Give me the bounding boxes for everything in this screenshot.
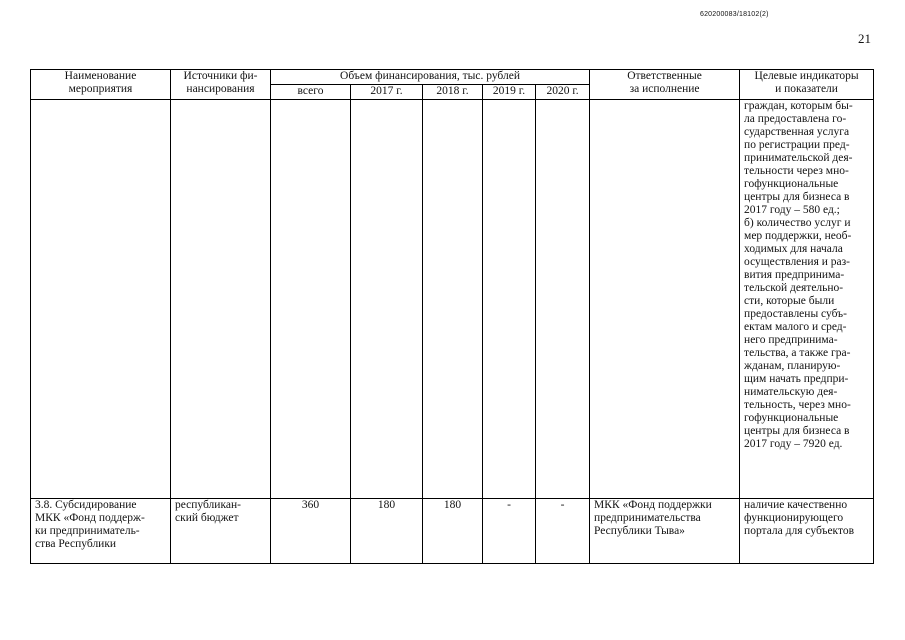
indicator-line: нимательскую дея- — [744, 385, 838, 398]
cell-measure-name: 3.8. Субсидирование МКК «Фонд поддерж- ки предприниматель- ства Республики — [31, 499, 171, 564]
indicator-line: по регистрации пред- — [744, 138, 850, 151]
cell-funding-source: республикан- ский бюджет — [171, 499, 271, 564]
indicator-line: тельности через мно- — [744, 164, 849, 177]
indicator-line: осуществления и раз- — [744, 255, 851, 268]
cell-2019: - — [483, 499, 536, 564]
financing-table — [30, 69, 874, 564]
header-source: Источники фи- нансирования — [171, 70, 271, 100]
header-name: Наименование мероприятия — [31, 70, 171, 100]
header-row-1 — [31, 70, 874, 85]
document-id: 620200083/18102(2) — [700, 11, 769, 18]
header-indicators: Целевые индикаторы и показатели — [740, 70, 874, 100]
indicator-line: него предпринима- — [744, 333, 838, 346]
header-volume: Объем финансирования, тыс. рублей — [271, 70, 590, 85]
indicator-line: 2017 году – 7920 ед. — [744, 437, 843, 450]
indicator-line: сударственная услуга — [744, 125, 850, 138]
indicator-line: принимательской дея- — [744, 151, 853, 164]
page-number: 21 — [858, 31, 871, 46]
header-2019: 2019 г. — [483, 84, 536, 99]
indicator-line: гофункциональные — [744, 177, 839, 190]
cell-indicators-continuation — [740, 99, 874, 498]
indicator-line: мер поддержки, необ- — [744, 229, 852, 242]
header-responsible: Ответственные за исполнение — [590, 70, 740, 100]
header-2020: 2020 г. — [536, 84, 590, 99]
cell-total-empty — [271, 99, 351, 498]
indicator-line: ходимых для начала — [744, 242, 843, 255]
indicator-line: гофункциональные — [744, 411, 839, 424]
cell-responsible-empty — [590, 99, 740, 498]
indicator-line: ектам малого и сред- — [744, 320, 847, 333]
indicator-line: сти, которые были — [744, 294, 835, 307]
indicator-line: предоставлены субъ- — [744, 307, 847, 320]
indicator-line: тельской деятельно- — [744, 281, 844, 294]
cell-2019-empty — [483, 99, 536, 498]
table-row-continuation — [31, 99, 874, 498]
cell-total: 360 — [271, 499, 351, 564]
cell-2018: 180 — [423, 499, 483, 564]
indicator-line: центры для бизнеса в — [744, 424, 850, 437]
indicator-line: центры для бизнеса в — [744, 190, 850, 203]
indicator-line: жданам, планирую- — [744, 359, 841, 372]
header-total: всего — [271, 84, 351, 99]
header-2018: 2018 г. — [423, 84, 483, 99]
cell-source-empty — [171, 99, 271, 498]
indicator-line: тельства, а также гра- — [744, 346, 851, 359]
cell-2020: - — [536, 499, 590, 564]
table-row-3-8 — [31, 499, 874, 564]
cell-responsible: МКК «Фонд поддержки предпринимательства Республики Тыва» — [590, 499, 740, 564]
indicator-line: граждан, которым бы- — [744, 99, 853, 112]
cell-name-empty — [31, 99, 171, 498]
indicator-line: б) количество услуг и — [744, 216, 851, 229]
indicator-line: ла предоставлена го- — [744, 112, 847, 125]
cell-2020-empty — [536, 99, 590, 498]
cell-indicators: наличие качественно функционирующего портала для субъектов — [740, 499, 874, 564]
indicator-line: щим начать предпри- — [744, 372, 849, 385]
cell-2018-empty — [423, 99, 483, 498]
indicator-line: вития предпринима- — [744, 268, 845, 281]
cell-2017: 180 — [351, 499, 423, 564]
header-2017: 2017 г. — [351, 84, 423, 99]
cell-2017-empty — [351, 99, 423, 498]
indicator-line: 2017 году – 580 ед.; — [744, 203, 840, 216]
indicator-line: тельность, через мно- — [744, 398, 851, 411]
